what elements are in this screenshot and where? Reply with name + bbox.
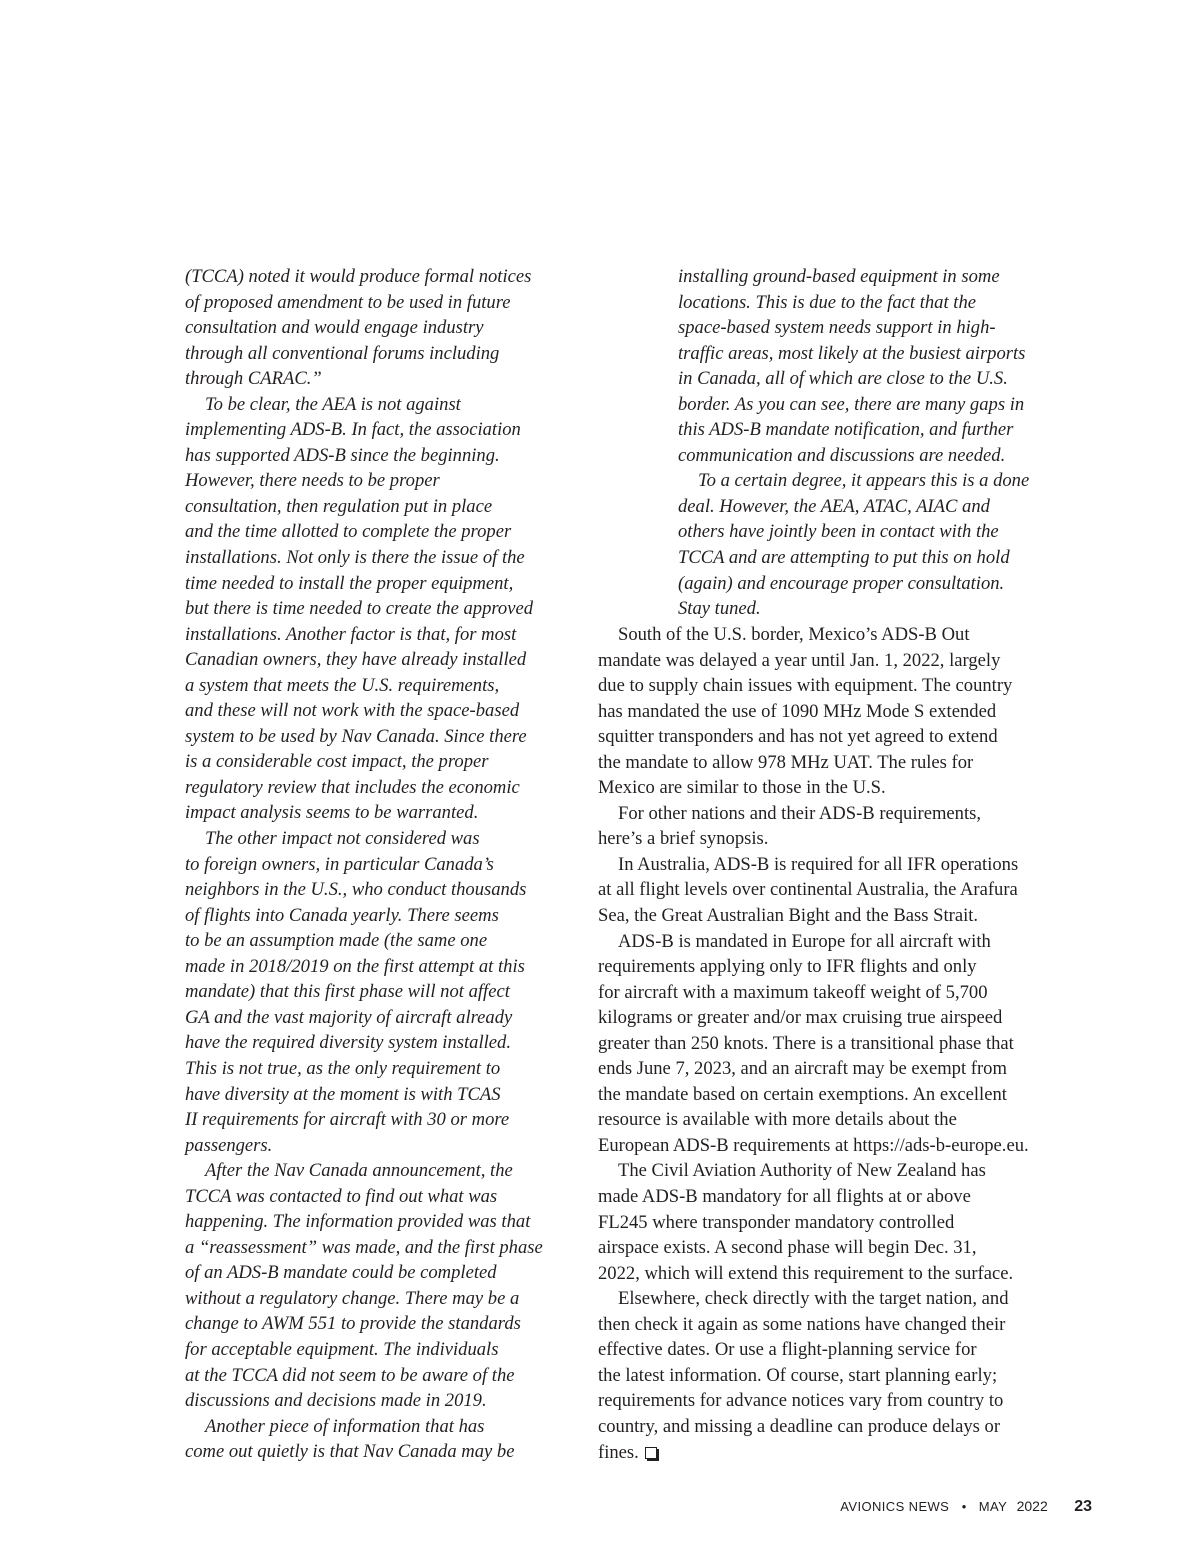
text-line: through all conventional forums including	[185, 342, 500, 364]
text-line: effective dates. Or use a flight-planning service for	[598, 1339, 977, 1361]
text-line: the mandate to allow 978 MHz UAT. The rules for	[598, 751, 974, 773]
text-line: South of the U.S. border, Mexico’s ADS-B Out	[618, 624, 970, 645]
text-line: regulatory review that includes the economic	[185, 776, 520, 798]
text-line: fines.	[598, 1440, 1078, 1466]
text-line: to foreign owners, in particular Canada’s	[185, 853, 494, 875]
paragraph	[598, 801, 1078, 852]
text-line: To be clear, the AEA is not against	[205, 393, 461, 415]
text-line: others have jointly been in contact with the	[678, 521, 999, 543]
text-line: Another piece of information that has	[205, 1415, 485, 1437]
text-line: requirements applying only to IFR flights and only	[598, 956, 977, 978]
end-of-article-mark-icon	[645, 1447, 657, 1459]
paragraph	[185, 826, 585, 1158]
page-footer	[0, 1498, 1092, 1516]
text-line: then check it again as some nations have changed their	[598, 1313, 1006, 1335]
text-line: 2022, which will extend this requirement to the surface.	[598, 1262, 1014, 1284]
text-line: come out quietly is that Nav Canada may be	[185, 1441, 515, 1463]
text-line: happening. The information provided was that	[185, 1211, 531, 1233]
text-line: neighbors in the U.S., who conduct thousands	[185, 879, 527, 901]
text-line: locations. This is due to the fact that the	[678, 291, 976, 313]
text-line: mandate was delayed a year until Jan. 1, 2022, largely	[598, 649, 1001, 671]
text-line: requirements for advance notices vary from country to	[598, 1390, 1004, 1412]
text-line: consultation, then regulation put in place	[185, 495, 493, 517]
text-line: Stay tuned.	[678, 598, 761, 620]
text-line: greater than 250 knots. There is a transitional phase that	[598, 1032, 1014, 1054]
text-line: Canadian owners, they have already installed	[185, 649, 527, 671]
text-line: airspace exists. A second phase will begin Dec. 31,	[598, 1237, 977, 1259]
text-line: of flights into Canada yearly. There seems	[185, 904, 499, 926]
text-line: has mandated the use of 1090 MHz Mode S extended	[598, 700, 997, 722]
paragraph	[185, 392, 585, 826]
text-line: the latest information. Of course, start planning early;	[598, 1364, 998, 1386]
text-line: this ADS-B mandate notification, and further	[678, 419, 1014, 441]
text-line: installing ground-based equipment in some	[678, 266, 1000, 287]
text-line: border. As you can see, there are many gaps in	[678, 393, 1025, 415]
text-line: installations. Another factor is that, for most	[185, 623, 517, 645]
text-line: impact analysis seems to be warranted.	[185, 802, 479, 824]
text-line: discussions and decisions made in 2019.	[185, 1390, 487, 1412]
text-line: for acceptable equipment. The individuals	[185, 1338, 499, 1360]
text-line: (again) and encourage proper consultation.	[678, 572, 1005, 594]
text-line: This is not true, as the only requirement to	[185, 1057, 501, 1079]
text-line: passengers.	[185, 1134, 273, 1156]
text-line: made in 2018/2019 on the first attempt at this	[185, 955, 525, 977]
text-line: communication and discussions are needed.	[678, 444, 1006, 466]
text-line: is a considerable cost impact, the proper	[185, 751, 489, 773]
text-line: Mexico are similar to those in the U.S.	[598, 777, 886, 799]
paragraph	[185, 1414, 585, 1465]
issue-month: MAY	[978, 1499, 1008, 1514]
paragraph	[678, 264, 1078, 468]
text-line: The Civil Aviation Authority of New Zealand has	[618, 1160, 986, 1182]
text-line: (TCCA) noted it would produce formal notices	[185, 266, 532, 287]
footer-separator: •	[961, 1499, 967, 1514]
text-line: squitter transponders and has not yet agreed to extend	[598, 726, 998, 748]
text-line: Elsewhere, check directly with the target nation, and	[618, 1288, 1009, 1310]
text-line: a system that meets the U.S. requirements,	[185, 674, 500, 696]
text-line: ADS-B is mandated in Europe for all aircraft with	[618, 930, 991, 952]
text-line: consultation and would engage industry	[185, 317, 484, 339]
paragraph	[598, 929, 1078, 1159]
text-line: time needed to install the proper equipment,	[185, 572, 514, 594]
text-line: Sea, the Great Australian Bight and the Bass Strait.	[598, 905, 979, 927]
right-column-body	[598, 622, 1078, 1465]
text-line: In Australia, ADS-B is required for all IFR operations	[618, 853, 1019, 875]
paragraph	[185, 1158, 585, 1413]
text-line: TCCA was contacted to find out what was	[185, 1185, 498, 1207]
text-line: resource is available with more details about the	[598, 1109, 957, 1131]
text-line: of an ADS-B mandate could be completed	[185, 1262, 497, 1284]
text-line: at all flight levels over continental Australia, the Arafura	[598, 879, 1018, 901]
paragraph	[598, 622, 1078, 801]
text-line: but there is time needed to create the approved	[185, 598, 534, 620]
paragraph	[598, 1158, 1078, 1286]
text-line: for aircraft with a maximum takeoff weight of 5,700	[598, 981, 988, 1003]
text-line: and the time allotted to complete the proper	[185, 521, 512, 543]
issue-year: 2022	[1016, 1498, 1048, 1514]
text-line: FL245 where transponder mandatory controlled	[598, 1211, 955, 1233]
text-line: space-based system needs support in high-	[678, 317, 996, 339]
text-line: due to supply chain issues with equipment. The country	[598, 675, 1013, 697]
text-line: European ADS-B requirements at https://ads-b-europe.eu.	[598, 1134, 1029, 1156]
text-line: a “reassessment” was made, and the first phase	[185, 1236, 543, 1258]
text-line: ends June 7, 2023, and an aircraft may be exempt from	[598, 1058, 1007, 1080]
text-line: country, and missing a deadline can produce delays or	[598, 1415, 1001, 1437]
paragraph	[598, 1286, 1078, 1465]
text-line: However, there needs to be proper	[185, 470, 440, 492]
text-line: TCCA and are attempting to put this on hold	[678, 547, 1010, 569]
paragraph	[185, 264, 585, 392]
text-line: To a certain degree, it appears this is a done	[698, 470, 1030, 492]
text-line: system to be used by Nav Canada. Since there	[185, 725, 527, 747]
publication-name: AVIONICS NEWS	[840, 1499, 950, 1514]
text-line: here’s a brief synopsis.	[598, 828, 769, 850]
text-line: mandate) that this first phase will not affect	[185, 981, 510, 1003]
text-line: in Canada, all of which are close to the U.S.	[678, 368, 1008, 390]
left-column-italic	[185, 264, 585, 1465]
text-line: through CARAC.”	[185, 368, 322, 390]
text-line: has supported ADS-B since the beginning.	[185, 444, 500, 466]
text-line: of proposed amendment to be used in future	[185, 291, 511, 313]
text-line: have the required diversity system installed.	[185, 1032, 511, 1054]
text-line: at the TCCA did not seem to be aware of the	[185, 1364, 515, 1386]
paragraph	[678, 468, 1078, 621]
text-line: and these will not work with the space-based	[185, 700, 520, 722]
text-line: have diversity at the moment is with TCAS	[185, 1083, 501, 1105]
text-line: the mandate based on certain exemptions. An excellent	[598, 1083, 1007, 1105]
text-line: change to AWM 551 to provide the standards	[185, 1313, 521, 1335]
text-line: GA and the vast majority of aircraft already	[185, 1006, 513, 1028]
right-column-italic	[678, 264, 1078, 622]
page-number: 23	[1074, 1498, 1092, 1515]
text-line: without a regulatory change. There may be a	[185, 1287, 520, 1309]
text-line: made ADS-B mandatory for all flights at or above	[598, 1186, 971, 1208]
paragraph	[598, 852, 1078, 929]
text-line: deal. However, the AEA, ATAC, AIAC and	[678, 495, 990, 517]
text-line: installations. Not only is there the issue of the	[185, 547, 525, 569]
text-line: implementing ADS-B. In fact, the association	[185, 419, 521, 441]
text-line: The other impact not considered was	[205, 828, 480, 850]
text-line: traffic areas, most likely at the busiest airports	[678, 342, 1026, 364]
text-line: kilograms or greater and/or max cruising true airspeed	[598, 1007, 1003, 1029]
text-line: For other nations and their ADS-B requirements,	[618, 802, 982, 824]
text-line: to be an assumption made (the same one	[185, 930, 488, 952]
text-line: II requirements for aircraft with 30 or more	[185, 1109, 510, 1131]
text-line: After the Nav Canada announcement, the	[205, 1160, 513, 1182]
